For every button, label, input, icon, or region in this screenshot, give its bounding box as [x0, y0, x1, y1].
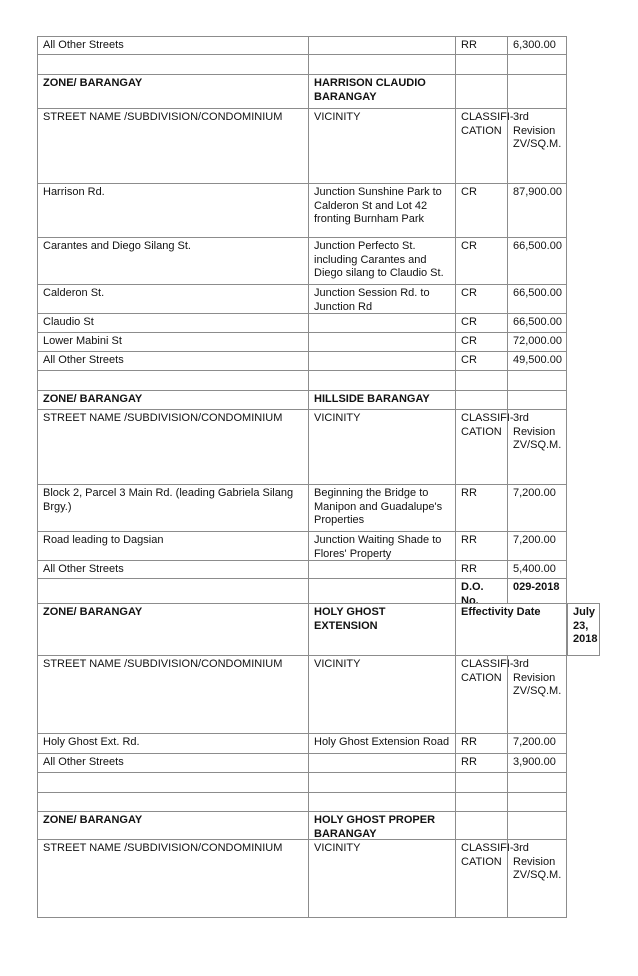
value-cell: 72,000.00 — [507, 332, 567, 352]
classification-cell — [455, 54, 508, 75]
value-cell: 3,900.00 — [507, 753, 567, 773]
vicinity-cell — [308, 54, 456, 75]
classification-cell: CLASSIFI-CATION — [455, 655, 508, 734]
street-cell: STREET NAME /SUBDIVISION/CONDOMINIUM — [37, 409, 309, 485]
vicinity-cell: HOLY GHOST EXTENSION — [308, 603, 456, 656]
street-cell: All Other Streets — [37, 36, 309, 55]
street-cell — [37, 792, 309, 812]
value-cell: 66,500.00 — [507, 284, 567, 314]
vicinity-cell — [308, 560, 456, 579]
street-cell: Holy Ghost Ext. Rd. — [37, 733, 309, 754]
vicinity-cell: VICINITY — [308, 108, 456, 184]
street-cell: ZONE/ BARANGAY — [37, 603, 309, 656]
street-cell: ZONE/ BARANGAY — [37, 811, 309, 840]
value-cell — [507, 772, 567, 793]
value-cell: 3rd Revision ZV/SQ.M. — [507, 108, 567, 184]
value-cell: 3rd Revision ZV/SQ.M. — [507, 839, 567, 918]
value-cell: 3rd Revision ZV/SQ.M. — [507, 409, 567, 485]
classification-cell: CLASSIFI-CATION — [455, 108, 508, 184]
classification-cell: RR — [455, 733, 508, 754]
vicinity-cell: VICINITY — [308, 409, 456, 485]
value-cell: 029-2018 — [507, 578, 567, 604]
street-cell: Block 2, Parcel 3 Main Rd. (leading Gabriela Silang Brgy.) — [37, 484, 309, 532]
vicinity-cell — [308, 792, 456, 812]
effectivity-date-value: July 23, 2018 — [567, 603, 600, 656]
value-cell — [507, 370, 567, 391]
street-cell — [37, 772, 309, 793]
value-cell — [507, 390, 567, 410]
value-cell — [507, 811, 567, 840]
street-cell: ZONE/ BARANGAY — [37, 390, 309, 410]
street-cell: STREET NAME /SUBDIVISION/CONDOMINIUM — [37, 108, 309, 184]
street-cell: STREET NAME /SUBDIVISION/CONDOMINIUM — [37, 655, 309, 734]
value-cell — [507, 792, 567, 812]
street-cell: STREET NAME /SUBDIVISION/CONDOMINIUM — [37, 839, 309, 918]
value-cell: 3rd Revision ZV/SQ.M. — [507, 655, 567, 734]
classification-cell — [455, 74, 508, 109]
classification-cell — [455, 811, 508, 840]
value-cell: 66,500.00 — [507, 237, 567, 285]
classification-cell — [455, 772, 508, 793]
vicinity-cell: HARRISON CLAUDIO BARANGAY — [308, 74, 456, 109]
street-cell — [37, 370, 309, 391]
value-cell: 87,900.00 — [507, 183, 567, 238]
street-cell: Claudio St — [37, 313, 309, 333]
classification-cell — [455, 370, 508, 391]
classification-cell: RR — [455, 560, 508, 579]
street-cell: Harrison Rd. — [37, 183, 309, 238]
vicinity-cell: VICINITY — [308, 839, 456, 918]
vicinity-cell — [308, 370, 456, 391]
street-cell — [37, 578, 309, 604]
street-cell: Road leading to Dagsian — [37, 531, 309, 561]
vicinity-cell — [308, 753, 456, 773]
classification-cell: CR — [455, 183, 508, 238]
value-cell: 5,400.00 — [507, 560, 567, 579]
vicinity-cell: HOLY GHOST PROPER BARANGAY — [308, 811, 456, 840]
street-cell: Lower Mabini St — [37, 332, 309, 352]
classification-cell: CR — [455, 351, 508, 371]
value-cell: 6,300.00 — [507, 36, 567, 55]
vicinity-cell — [308, 36, 456, 55]
value-cell — [507, 74, 567, 109]
vicinity-cell — [308, 332, 456, 352]
vicinity-cell: Beginning the Bridge to Manipon and Guadalupe's Properties — [308, 484, 456, 532]
value-cell: 49,500.00 — [507, 351, 567, 371]
classification-cell: CR — [455, 284, 508, 314]
street-cell: All Other Streets — [37, 560, 309, 579]
vicinity-cell: Junction Session Rd. to Junction Rd — [308, 284, 456, 314]
vicinity-cell: HILLSIDE BARANGAY — [308, 390, 456, 410]
street-cell: All Other Streets — [37, 351, 309, 371]
classification-cell: CR — [455, 313, 508, 333]
vicinity-cell — [308, 351, 456, 371]
value-cell: 7,200.00 — [507, 484, 567, 532]
classification-cell: RR — [455, 484, 508, 532]
classification-cell: CLASSIFI-CATION — [455, 409, 508, 485]
vicinity-cell — [308, 578, 456, 604]
vicinity-cell: VICINITY — [308, 655, 456, 734]
street-cell: ZONE/ BARANGAY — [37, 74, 309, 109]
value-cell: 7,200.00 — [507, 531, 567, 561]
classification-cell: CR — [455, 237, 508, 285]
classification-cell: RR — [455, 531, 508, 561]
classification-cell: RR — [455, 753, 508, 773]
vicinity-cell — [308, 772, 456, 793]
street-cell — [37, 54, 309, 75]
vicinity-cell — [308, 313, 456, 333]
classification-cell — [455, 390, 508, 410]
value-cell — [507, 54, 567, 75]
street-cell: All Other Streets — [37, 753, 309, 773]
vicinity-cell: Junction Waiting Shade to Flores' Property — [308, 531, 456, 561]
vicinity-cell: Junction Perfecto St. including Carantes and Diego silang to Claudio St. — [308, 237, 456, 285]
classification-cell: CLASSIFI-CATION — [455, 839, 508, 918]
value-cell: 66,500.00 — [507, 313, 567, 333]
street-cell: Carantes and Diego Silang St. — [37, 237, 309, 285]
street-cell: Calderon St. — [37, 284, 309, 314]
classification-cell: CR — [455, 332, 508, 352]
value-cell: 7,200.00 — [507, 733, 567, 754]
classification-cell: D.O. No. — [455, 578, 508, 604]
classification-cell — [455, 792, 508, 812]
vicinity-cell: Holy Ghost Extension Road — [308, 733, 456, 754]
classification-cell: Effectivity Date — [455, 603, 567, 656]
classification-cell: RR — [455, 36, 508, 55]
vicinity-cell: Junction Sunshine Park to Calderon St and Lot 42 fronting Burnham Park — [308, 183, 456, 238]
